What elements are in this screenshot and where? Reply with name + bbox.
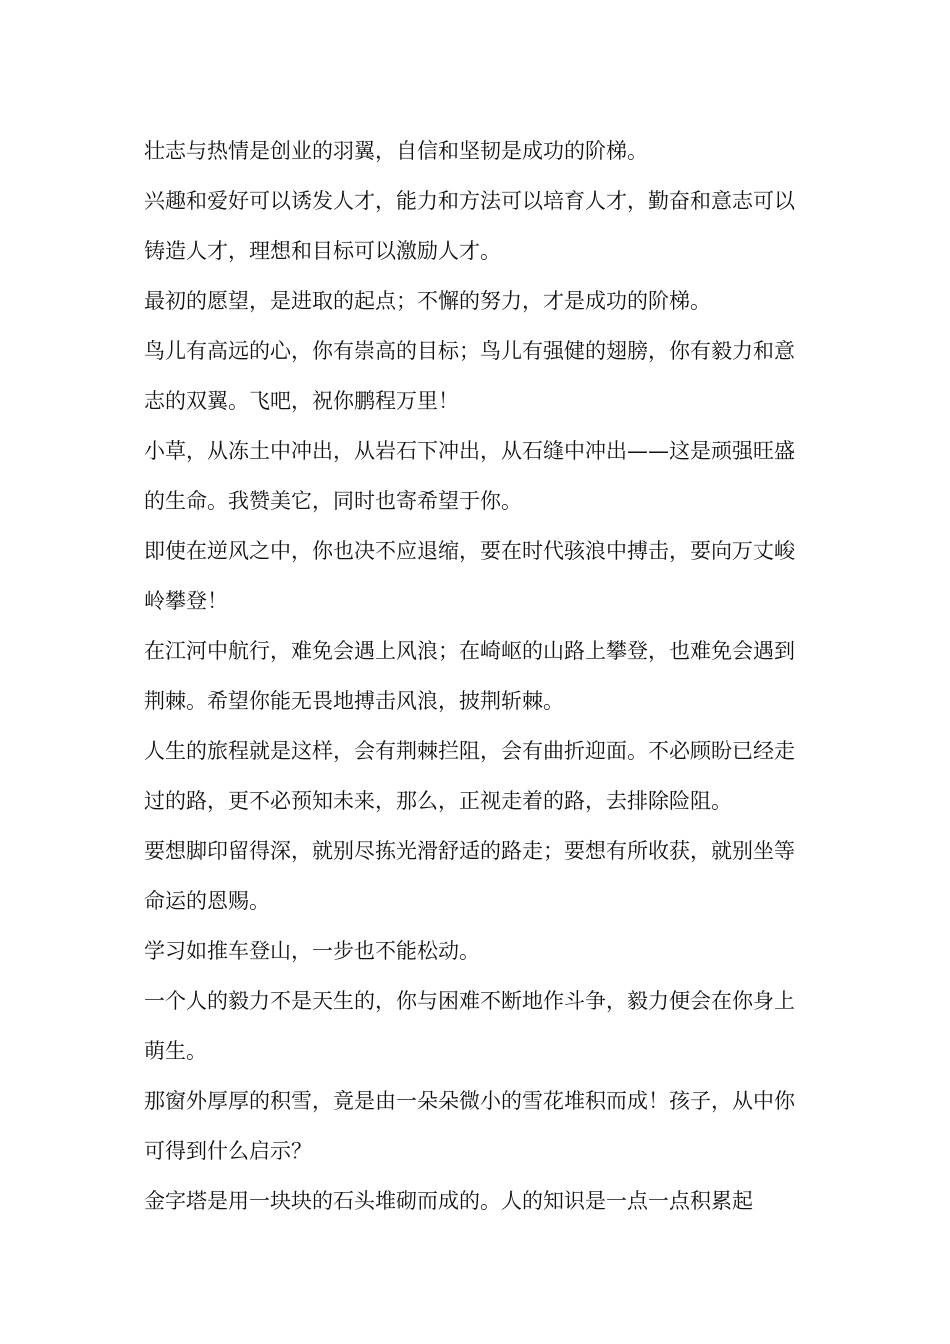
paragraph: 鸟儿有高远的心，你有崇高的目标；鸟儿有强健的翅膀，你有毅力和意志的双翼。飞吧，祝你鹏程万里！	[144, 339, 795, 413]
paragraph: 那窗外厚厚的积雪，竟是由一朵朵微小的雪花堆积而成！孩子，从中你可得到什么启示？	[144, 1089, 795, 1163]
paragraph: 壮志与热情是创业的羽翼，自信和坚韧是成功的阶梯。	[144, 139, 648, 163]
paragraph: 金字塔是用一块块的石头堆砌而成的。人的知识是一点一点积累起	[144, 1189, 753, 1213]
paragraph: 即使在逆风之中，你也决不应退缩，要在时代骇浪中搏击，要向万丈峻岭攀登！	[144, 539, 795, 613]
paragraph: 小草，从冻土中冲出，从岩石下冲出，从石缝中冲出——这是顽强旺盛的生命。我赞美它，同时也寄希望于你。	[144, 439, 795, 513]
paragraph: 兴趣和爱好可以诱发人才，能力和方法可以培育人才，勤奋和意志可以铸造人才，理想和目标可以激励人才。	[144, 189, 795, 263]
paragraph: 在江河中航行，难免会遇上风浪；在崎岖的山路上攀登，也难免会遇到荆棘。希望你能无畏地搏击风浪，披荆斩棘。	[144, 639, 795, 713]
paragraph: 要想脚印留得深，就别尽拣光滑舒适的路走；要想有所收获，就别坐等命运的恩赐。	[144, 839, 795, 913]
paragraph: 学习如推车登山，一步也不能松动。	[144, 939, 480, 963]
paragraph: 最初的愿望，是进取的起点；不懈的努力，才是成功的阶梯。	[144, 289, 711, 313]
paragraph: 人生的旅程就是这样，会有荆棘拦阻，会有曲折迎面。不必顾盼已经走过的路，更不必预知未来，那么，正视走着的路，去排除险阻。	[144, 739, 795, 813]
paragraph: 一个人的毅力不是天生的，你与困难不断地作斗争，毅力便会在你身上萌生。	[144, 989, 795, 1063]
document-body	[144, 126, 812, 1226]
